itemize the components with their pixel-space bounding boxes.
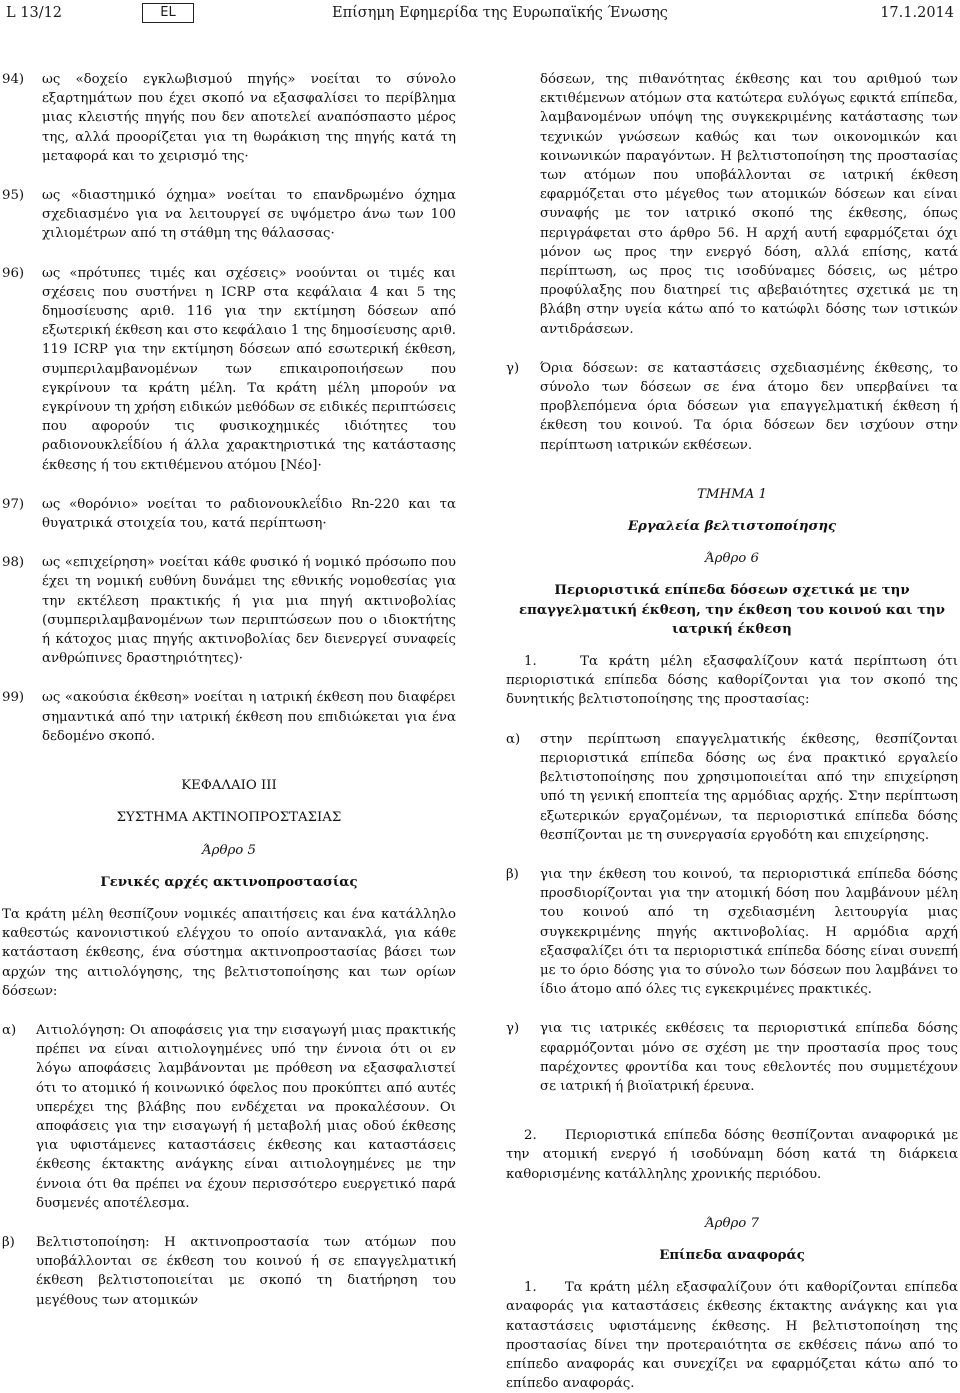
- principle-justification: [2, 1021, 456, 1213]
- item-number: 99): [2, 690, 25, 706]
- definition-97: [2, 495, 456, 533]
- constraint-public: [506, 865, 958, 999]
- left-column: [2, 70, 456, 1310]
- item-text: ως «δοχείο εγκλωβισμού πηγής» νοείται το σύνολο εξαρτημάτων που έχει σκοπό να εξασφαλίσει το περίβλημα μιας κλειστής πηγής που δεν αποτελεί αναπόσπαστο μέρος της, αλλά προορίζεται για τη θωράκιση της πηγής κατά τη μεταφορά και το χειρισμό της·: [42, 72, 456, 164]
- item-number: γ): [506, 360, 520, 376]
- item-number: β): [506, 866, 519, 882]
- paragraph-text: Περιοριστικά επίπεδα δόσης θεσπίζονται αναφορικά με την ατομική ενεργό ή ισοδύναμη δόση κατά τη διάρκεια καθορισμένης κατάλληλης χρονικής περιόδου.: [506, 1128, 958, 1182]
- article-intro: Τα κράτη μέλη θεσπίζουν νομικές απαιτήσεις και ένα κατάλληλο καθεστώς κανονιστικού ελέγχου το οποίο αντανακλά, για κάθε κατάσταση έκθεσης, ένα σύστημα ακτινοπροστασίας βάσει των αρχών της αιτιολόγησης, της βελτιστοποίησης και των ορίων δόσεων:: [2, 906, 456, 999]
- definition-96: [2, 264, 456, 475]
- item-number: 95): [2, 188, 25, 204]
- item-number: 94): [2, 72, 25, 87]
- article-title: Γενικές αρχές ακτινοπροστασίας: [100, 874, 358, 890]
- item-number: 97): [2, 496, 25, 512]
- principle-dose-limits: [506, 359, 958, 455]
- item-text: ως «διαστημικό όχημα» νοείται το επανδρωμένο όχημα σχεδιασμένο για να λειτουργεί σε υψόμετρο άνω των 100 χιλιομέτρων από τη στάθμη της θάλασσας·: [42, 188, 456, 242]
- paragraph-number: 2.: [524, 1128, 537, 1144]
- article-paragraph-1: [506, 1278, 958, 1393]
- definition-94: [2, 70, 456, 166]
- item-text: για τις ιατρικές εκθέσεις τα περιοριστικά επίπεδα δόσης εφαρμόζονται μόνο σε σχέση με την προστασία προς τους παρέχοντες φροντίδα και τους εθελοντές που συμμετέχουν σε ιατρική ή βιοϊατρική έρευνα.: [540, 1021, 958, 1094]
- item-number: α): [2, 1022, 17, 1038]
- item-text: στην περίπτωση επαγγελματικής έκθεσης, θεσπίζονται περιοριστικά επίπεδα δόσης ως ένα πρακτικό εργαλείο βελτιστοποίησης που χρησιμοποιείται από την επιχείρηση υπό τη γενική εποπτεία της αρμόδιας αρχής. Στην περίπτωση εξωτερικών εργαζομένων, τα περιοριστικά επίπεδα δόσης θεσπίζονται με τη συνεργασία εργοδότη και επιχείρησης.: [540, 731, 958, 843]
- constraint-medical: [506, 1019, 958, 1096]
- item-text: ως «πρότυπες τιμές και σχέσεις» νοούνται οι τιμές και σχέσεις που συστήνει η ICRP στα κεφάλαια 4 και 5 της δημοσίευσης αριθ. 116 για την εκτίμηση δόσεων από εξωτερική έκθεση και στο κεφάλαιο 1 της δημοσίευσης αριθ. 119 ICRP για την εκτίμηση δόσεων από εσωτερική έκθεση, συμπεριλαμβανομένων των επικαιροποιήσεων που εγκρίνουν τα κράτη μέλη. Τα κράτη μέλη μπορούν να εγκρίνουν τη χρήση ειδικών μεθόδων σε ειδικές περιπτώσεις που αφορούν τις φυσικοχημικές ιδιότητες του ραδιονουκλεΐδίου ή άλλα χαρακτηριστικά της κατάστασης έκθεσης ή του εκτιθέμενου ατόμου [Νέο]·: [42, 265, 456, 473]
- paragraph-text: Τα κράτη μέλη εξασφαλίζουν ότι καθορίζονται επίπεδα αναφοράς για καταστάσεις έκθεσης έκτακτης ανάγκης και για καταστάσεις υφιστάμενης έκθεσης. Η βελτιστοποίηση της προστασίας δίνει την προτεραιότητα σε εκθέσεις πάνω από το επίπεδο αναφοράς και συνεχίζει να εφαρμόζεται κάτω από το επίπεδο αναφοράς.: [506, 1280, 958, 1392]
- article-title: Επίπεδα αναφοράς: [659, 1247, 805, 1263]
- paragraph-text: Τα κράτη μέλη εξασφαλίζουν κατά περίπτωση ότι περιοριστικά επίπεδα δόσης καθορίζονται για τον σκοπό της δυνητικής βελτιστοποίησης της προστασίας:: [506, 654, 958, 708]
- right-column: [506, 70, 958, 1393]
- article-paragraph-2: [506, 1126, 958, 1184]
- item-number: α): [506, 731, 521, 747]
- item-text: για την έκθεση του κοινού, τα περιοριστικά επίπεδα δόσης προσδιορίζονται για την ατομική δόση που λαμβάνουν μέλη του κοινού από τη σχεδιασμένη λειτουργία μιας συγκεκριμένης πηγής ακτινοβολίας. Η αρμόδια αρχή εξασφαλίζει ότι τα περιοριστικά επίπεδα δόσης είναι συνεπή με το όριο δόσης για το σύνολο των δόσεων που λαμβάνει το ίδιο άτομο από όλες τις εγκεκριμένες πρακτικές.: [540, 866, 958, 998]
- language-badge: EL: [142, 3, 194, 23]
- constraint-occupational: [506, 730, 958, 845]
- definition-99: [2, 688, 456, 746]
- article-paragraph-1: [506, 652, 958, 710]
- chapter-number: ΚΕΦΑΛΑΙΟ III: [181, 778, 277, 794]
- item-number: 96): [2, 265, 25, 281]
- issue-date: 17.1.2014: [880, 5, 954, 21]
- principle-optimisation: [2, 1233, 456, 1310]
- paragraph-number: 1.: [524, 1280, 537, 1296]
- article-number: Άρθρο 7: [705, 1215, 759, 1231]
- item-number: γ): [506, 1021, 520, 1037]
- article-number: Άρθρο 5: [202, 842, 256, 858]
- section-number: ΤΜΗΜΑ 1: [697, 486, 767, 502]
- chapter-title: ΣΥΣΤΗΜΑ ΑΚΤΙΝΟΠΡΟΣΤΑΣΙΑΣ: [116, 810, 342, 826]
- journal-title: Επίσημη Εφημερίδα της Ευρωπαϊκής Ένωσης: [332, 5, 668, 21]
- article-number: Άρθρο 6: [705, 551, 759, 567]
- item-text: Αιτιολόγηση: Οι αποφάσεις για την εισαγωγή μιας πρακτικής πρέπει να είναι αιτιολογημένες υπό την έννοια ότι οι εν λόγω αποφάσεις λαμβάνονται με πρόθεση να εξασφαλιστεί ότι το ατομικό ή κοινωνικό όφελος που προκύπτει από αυτές υπερέχει της βλάβης που ενδέχεται να προκαλέσουν. Οι αποφάσεις για την εισαγωγή ή μεταβολή μιας οδού έκθεσης για υφιστάμενες καταστάσεις έκθεσης και καταστάσεις έκθεσης έκτακτης ανάγκης είναι αιτιολογημένες με την έννοια ότι θα πρέπει να έχουν περισσότερο ευεργετικό παρά δυσμενές αποτέλεσμα.: [36, 1022, 456, 1211]
- item-text: Βελτιστοποίηση: Η ακτινοπροστασία των ατόμων που υποβάλλονται σε έκθεση του κοινού ή σε επαγγελματική έκθεση βελτιστοποιείται με σκοπό τη διατήρηση του μεγέθους των ατομικών: [36, 1234, 456, 1308]
- item-text: Όρια δόσεων: σε καταστάσεις σχεδιασμένης έκθεσης, το σύνολο των δόσεων σε ένα άτομο δεν υπερβαίνει τα προβλεπόμενα όρια δόσεων για επαγγελματική έκθεση ή έκθεση του κοινού. Τα όρια δόσεων δεν ισχύουν στην περίπτωση ιατρικών εκθέσεων.: [540, 360, 958, 453]
- item-text: ως «επιχείρηση» νοείται κάθε φυσικό ή νομικό πρόσωπο που έχει τη νομική ευθύνη δυνάμει της εθνικής νομοθεσίας για την εκτέλεση πρακτικής ή για μια πηγή ακτινοβολίας (συμπεριλαμβανομένων των περιπτώσεων που ο ιδιοκτήτης ή κάτοχος μιας πηγής ακτινοβολίας δεν διενεργεί συναφείς ανθρώπινες δραστηριότητες)·: [42, 555, 456, 667]
- item-number: β): [2, 1234, 15, 1250]
- item-number: 98): [2, 555, 25, 571]
- page-number: L 13/12: [6, 5, 63, 21]
- paragraph-number: 1.: [524, 654, 537, 670]
- page-header: [6, 5, 954, 25]
- section-title: Εργαλεία βελτιστοποίησης: [627, 519, 837, 535]
- item-text: ως «ακούσια έκθεση» νοείται η ιατρική έκθεση που διαφέρει σημαντικά από την ιατρική έκθεση που επιδιώκεται για ένα δεδομένο σκοπό.: [42, 690, 456, 744]
- item-text: ως «θορόνιο» νοείται το ραδιονουκλεΐδιο Rn-220 και τα θυγατρικά στοιχεία του, κατά περίπτωση·: [42, 496, 456, 532]
- continued-text: δόσεων, της πιθανότητας έκθεσης και του αριθμού των εκτιθέμενων ατόμων στα κατώτερα ευλόγως εφικτά επίπεδα, λαμβανομένων υπόψη της συγκεκριμένης κατάστασης των τεχνικών γνώσεων καθώς και των οικονομικών και κοινωνικών παραγόντων. Η βελτιστοποίηση της προστασίας των ατόμων που υποβάλλονται σε ιατρική έκθεση εφαρμόζεται στο μέγεθος των ατομικών δόσεων και είναι συναφής με τον ιατρικό σκοπό της έκθεσης, όπως περιγράφεται στο άρθρο 56. Η αρχή αυτή εφαρμόζεται όχι μόνον ως προς την ενεργό δόση, αλλά επίσης, κατά περίπτωση, ως προς τις ισοδύναμες δόσεις, ως μέτρο προφύλαξης που διατηρεί τις αβεβαιότητες σχετικά με τη βλάβη στην υγεία κάτω από το κατώφλι δόσης των ιστικών αντιδράσεων.: [540, 72, 958, 337]
- article-title: Περιοριστικά επίπεδα δόσεων σχετικά με την επαγγελματική έκθεση, την έκθεση του κοινού και την ιατρική έκθεση: [519, 583, 945, 637]
- definition-98: [2, 553, 456, 668]
- definition-95: [2, 186, 456, 244]
